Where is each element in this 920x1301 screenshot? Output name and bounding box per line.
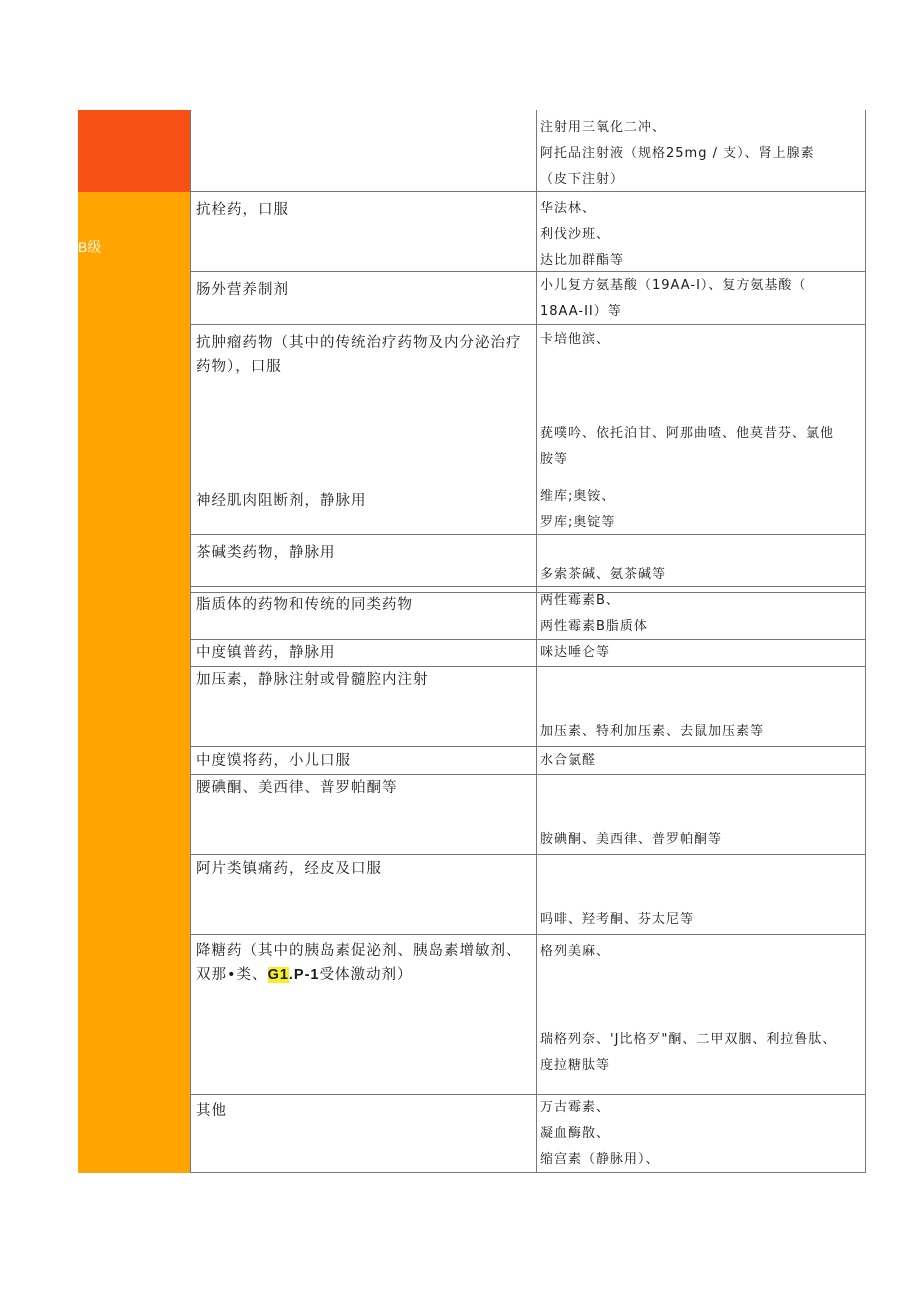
drugs-cell [536,747,866,775]
drug-item: 瑞格列奈、'J比格歹"酮、二甲双胭、利拉鲁肽、 [540,1032,837,1047]
drug-item: 度拉糖肽等 [540,1058,611,1073]
table-row [78,587,866,640]
table-row [78,535,866,587]
drugs-cell [536,855,866,935]
drugs-cell [536,1095,866,1173]
category-cell: 神经肌肉阻断剂，静脉用 [190,483,536,535]
drug-item: 凝血酶散、 [540,1126,611,1141]
drug-item: 缩宫素（静脉用）、 [540,1152,660,1167]
category-cell [190,935,536,1095]
drug-item: 两性霉素B、 [540,593,620,608]
drugs-cell [536,535,866,587]
drugs-cell [536,775,866,855]
table-row [78,667,866,747]
category-cell [190,110,536,192]
category-cell: 中度馍将药，小儿口服 [190,747,536,775]
grade-cell-b [78,483,190,535]
drug-item: 胺碘酮、美西律、普罗帕酮等 [540,832,723,847]
grade-label: B级 [78,239,102,255]
category-highlight: G1 [267,967,289,983]
drug-item: 水合氯醛 [540,753,597,768]
grade-cell-b [78,587,190,640]
grade-cell-b [78,535,190,587]
category-cell: 抗肿瘤药物（其中的传统治疗药物及内分泌治疗药物），口服 [190,325,536,593]
table-row [78,483,866,535]
table-row [78,110,866,192]
grade-cell-b [78,272,190,325]
category-text: 降糖药（其中的胰岛素促泌剂、胰岛素增敏剂、双那•类、 [196,943,522,983]
drug-item: 吗啡、羟考酮、芬太尼等 [540,912,695,927]
category-text: .P-1 [288,967,320,983]
drugs-cell [536,483,866,535]
drug-item: 利伐沙班、 [540,227,611,242]
drug-item: 加压素、特利加压素、去鼠加压素等 [540,724,765,739]
table-row [78,272,866,325]
spacer [540,965,863,1027]
category-cell: 肠外营养制剂 [190,272,536,325]
category-cell: 腰碘酮、美西律、普罗帕酮等 [190,775,536,855]
category-cell: 抗栓药，口服 [190,192,536,272]
category-cell: 脂质体的药物和传统的同类药物 [190,587,536,640]
grade-cell-b [78,192,190,272]
table-row [78,192,866,272]
table-row [78,775,866,855]
table-row [78,855,866,935]
table-row [78,747,866,775]
drug-item: 万古霉素、 [540,1100,611,1115]
drugs-cell [536,667,866,747]
drugs-cell [536,587,866,640]
drug-item: 注射用三氧化二冲、 [540,120,667,135]
drugs-cell [536,192,866,272]
drug-item: 卡培他滨、 [540,332,611,347]
drug-item: （皮下注射） [540,172,625,187]
drug-item: 小儿复方氨基酸（19AA-I）、复方氨基酸（ [540,278,807,293]
category-cell: 阿片类镇痛药，经皮及口服 [190,855,536,935]
drug-item: 莸噗吟、依托泊甘、阿那曲喳、他莫昔芬、氯他 [540,426,835,441]
category-cell: 茶碱类药物，静脉用 [190,535,536,587]
category-cell: 其他 [190,1095,536,1173]
grade-cell-b [78,775,190,855]
drug-item: 两性霉素B脂质体 [540,619,648,634]
drug-item: 胺等 [540,452,569,467]
table-row [78,1095,866,1173]
drugs-cell [536,640,866,667]
spacer [540,353,863,421]
grade-cell-b [78,667,190,747]
table-row [78,640,866,667]
grade-cell-b [78,1095,190,1173]
drugs-cell [536,110,866,192]
category-cell: 加压素，静脉注射或骨髓腔内注射 [190,667,536,747]
grade-cell-b [78,640,190,667]
drug-item: 阿托品注射液（规格25mg / 支）、肾上腺素 [540,146,815,161]
grade-cell-b [78,935,190,1095]
grade-cell-a [78,110,190,192]
drugs-cell [536,935,866,1095]
drug-item: 维库;奥铵、 [540,489,616,504]
grade-cell-b [78,747,190,775]
table-row [78,935,866,1095]
drug-item: 咪达唾仑等 [540,645,611,660]
drug-item: 多索茶碱、氨茶碱等 [540,567,667,582]
category-text: 受体激动剂） [319,967,413,983]
drug-item: 达比加群酯等 [540,253,625,268]
drug-item: 华法林、 [540,201,597,216]
category-cell: 中度镇普药，静脉用 [190,640,536,667]
drug-item: 18AA-II）等 [540,304,622,319]
drug-item: 格列美麻、 [540,944,611,959]
grade-cell-b [78,855,190,935]
drugs-cell [536,272,866,325]
drug-item: 罗库;奥锭等 [540,515,616,530]
